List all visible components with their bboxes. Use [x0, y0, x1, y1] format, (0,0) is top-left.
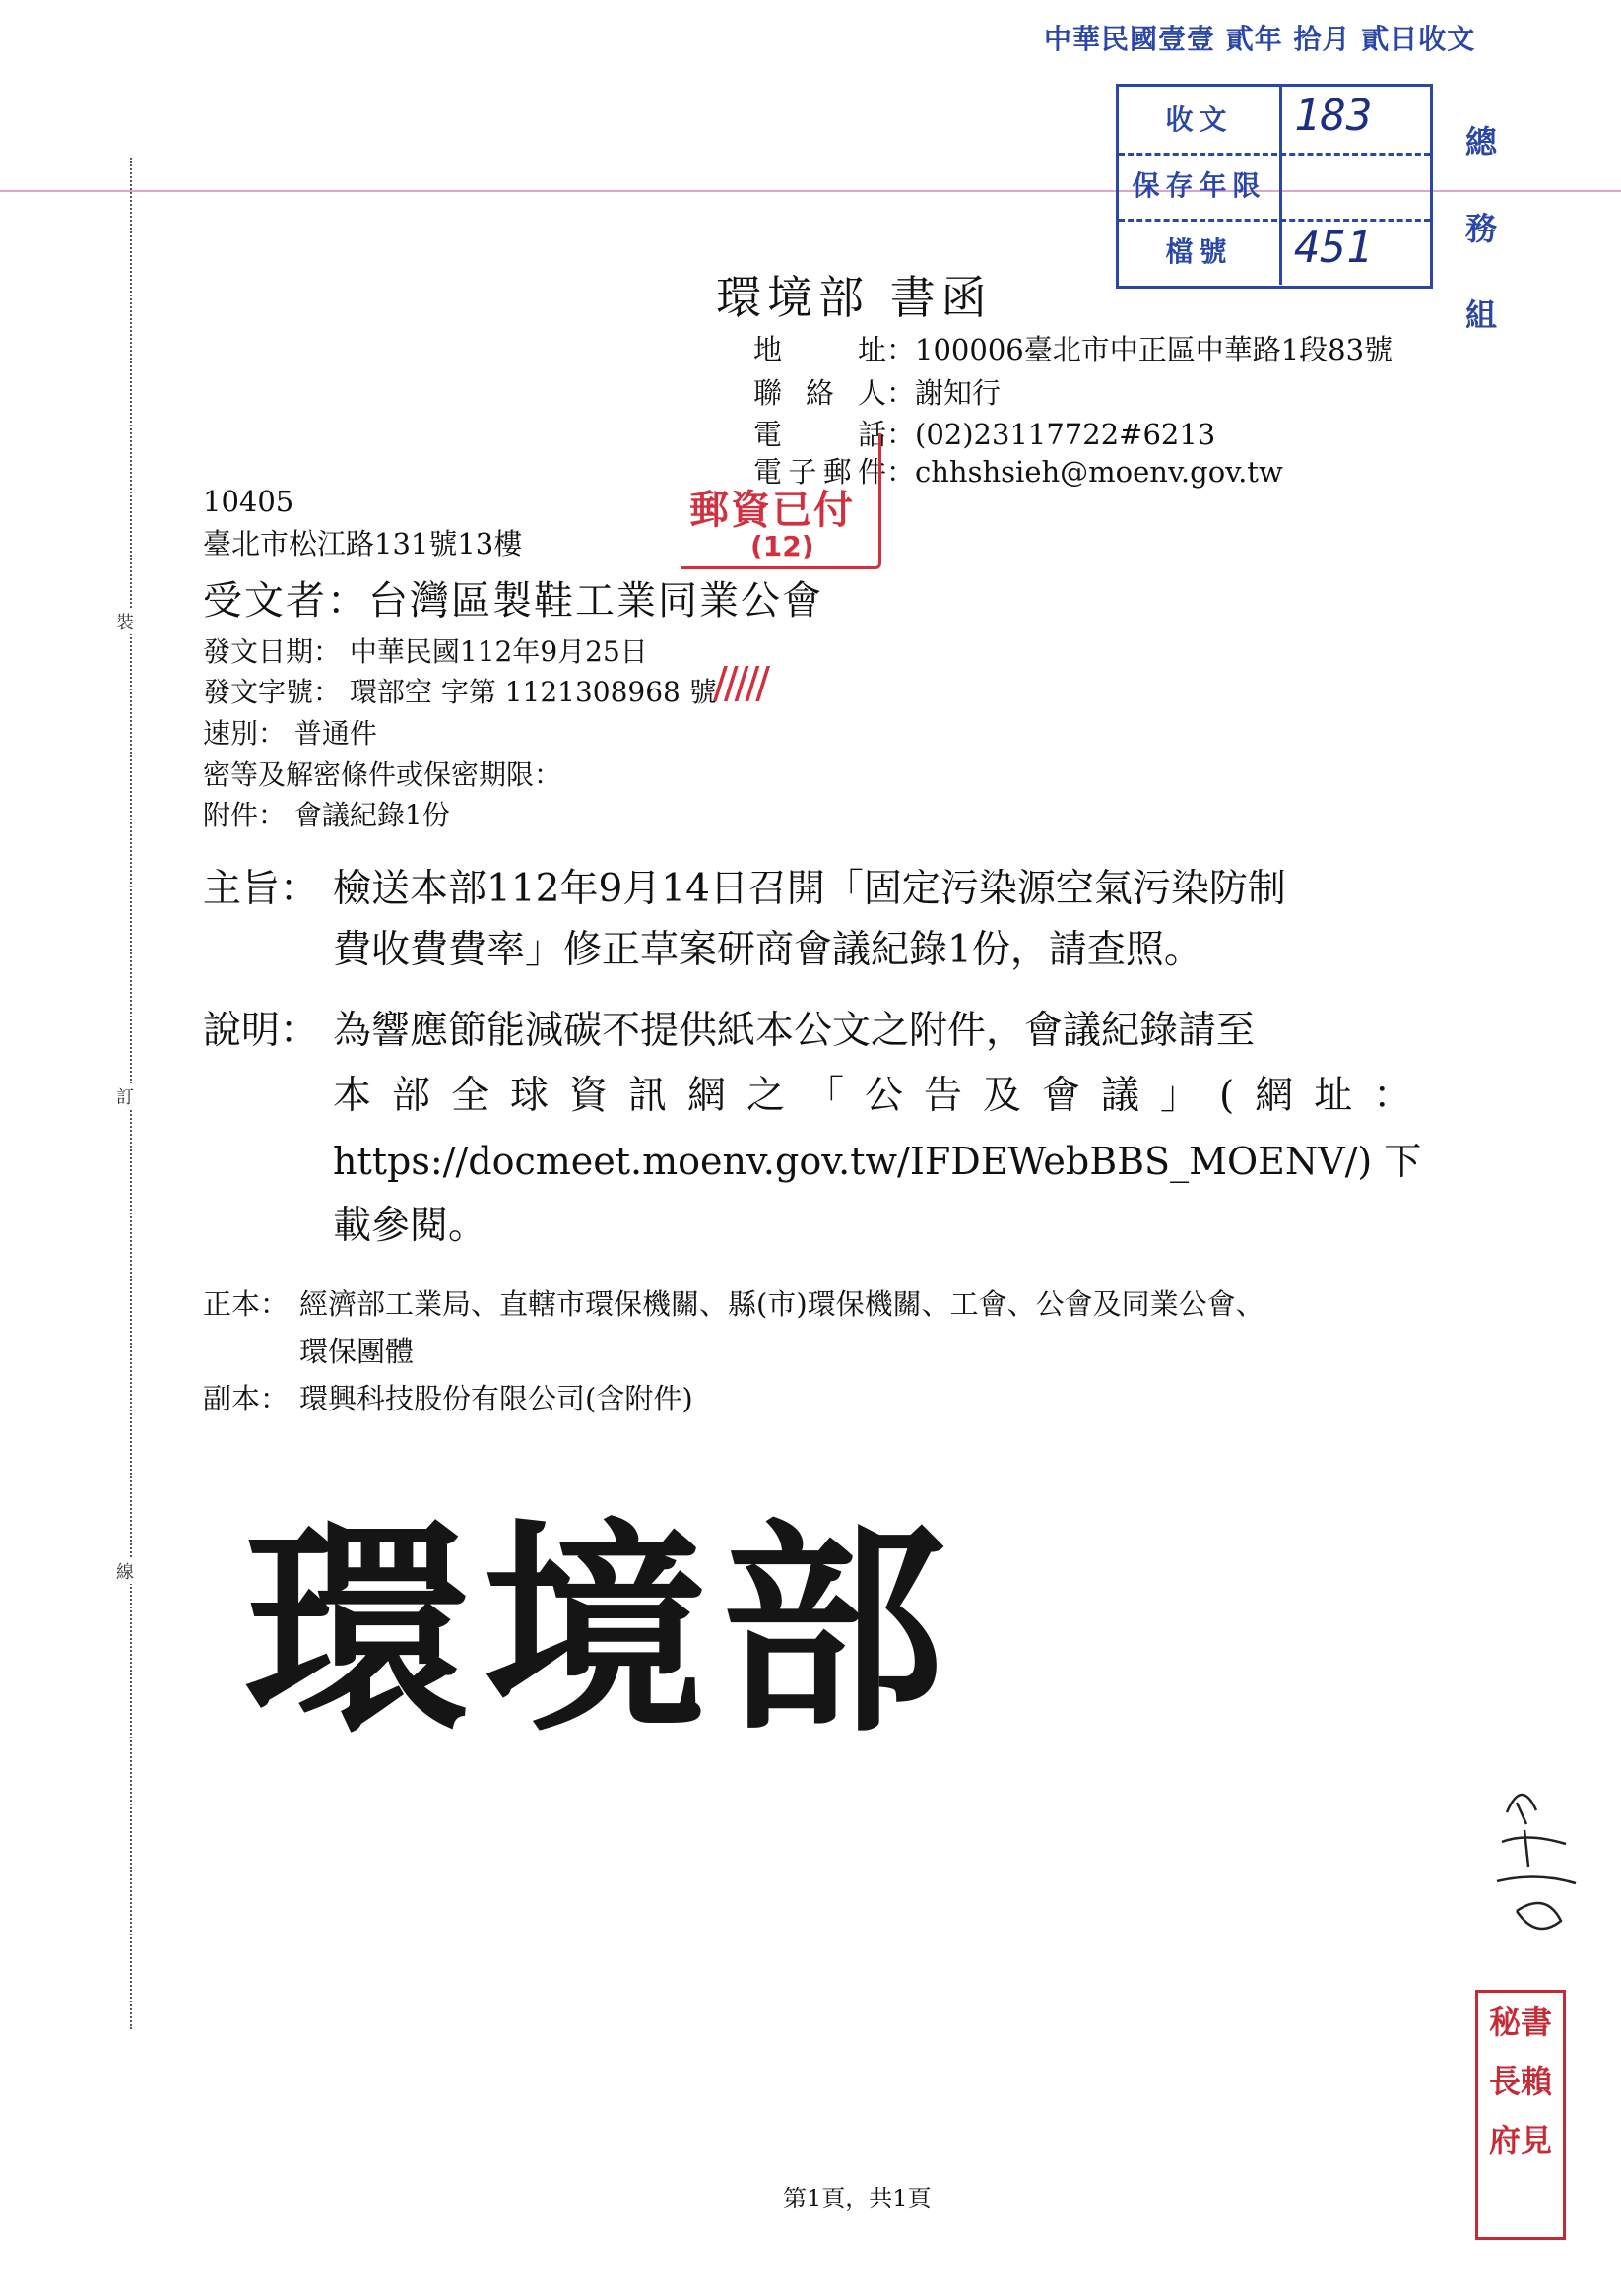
- main-copy-line: 環保團體: [299, 1335, 415, 1368]
- contact-email: 電子郵件：chhshsieh@moenv.gov.tw: [753, 450, 1283, 491]
- ministry-seal: [244, 1497, 959, 1763]
- urgency: [203, 712, 377, 752]
- issue-date: [203, 630, 648, 670]
- contact-address: 地址：100006臺北市中正區中華路1段83號: [753, 328, 1393, 368]
- meta-label: 密等及解密條件或保密期限：: [203, 758, 562, 791]
- contact-label: 聯絡人: [753, 376, 886, 410]
- meta-value: 會議紀錄1份: [293, 799, 450, 831]
- street-address: 臺北市松江路131號13樓: [203, 527, 523, 560]
- binding-mark-ding: 訂: [116, 1083, 134, 1109]
- contact-value: 謝知行: [915, 376, 1002, 410]
- meta-label: 發文日期：: [203, 635, 342, 668]
- receipt-label: 保存年限: [1119, 153, 1282, 219]
- receipt-row: [1119, 87, 1430, 156]
- recipient-name: 台灣區製鞋工業同業公會: [368, 578, 823, 623]
- meta-label: 發文字號：: [203, 676, 342, 708]
- postcode: 10405: [203, 485, 294, 518]
- main-copy-line: 經濟部工業局、直轄市環保機關、縣(市)環保機關、工會、公會及同業公會、: [299, 1287, 1264, 1321]
- receipt-date: 中華民國壹壹 貳年 拾月 貳日收文: [1044, 23, 1476, 55]
- contact-person: 聯絡人：謝知行: [753, 371, 1001, 412]
- red-slash-marks: /////: [713, 658, 767, 708]
- attachment: [203, 794, 450, 833]
- receipt-value: 451: [1294, 223, 1373, 273]
- contact-label: 地址: [753, 333, 886, 366]
- cc-label: 副本：: [203, 1382, 290, 1415]
- binding-mark-zhuang: 裝: [116, 609, 134, 634]
- meta-value: 普通件: [293, 717, 377, 750]
- page-number: 第1頁，共1頁: [783, 2185, 932, 2212]
- main-copy-label: 正本：: [203, 1287, 290, 1321]
- issue-number: [203, 671, 717, 710]
- ministry-seal-text: 環境部: [244, 1498, 959, 1762]
- receipt-side-label: 總務組: [1464, 123, 1497, 334]
- receipt-label: 收文: [1119, 87, 1282, 153]
- document-title: 環境部 書函: [716, 271, 993, 324]
- handwritten-annotation: [1477, 1773, 1586, 1950]
- recipient-label: 受文者：: [203, 578, 368, 623]
- explanation-url-line: https://docmeet.moenv.gov.tw/IFDEWebBBS_MOENV/) 下: [333, 1140, 1422, 1183]
- receipt-row: [1119, 219, 1430, 285]
- subject-line: 檢送本部112年9月14日召開「固定污染源空氣污染防制: [333, 867, 1286, 911]
- contact-value: (02)23117722#6213: [915, 418, 1216, 451]
- contact-value: 100006臺北市中正區中華路1段83號: [915, 333, 1394, 366]
- contact-label: 電子郵件: [753, 455, 886, 489]
- meta-value: 環部空 字第 1121308968 號: [349, 676, 717, 708]
- receipt-value: 183: [1294, 91, 1373, 141]
- contact-value: chhshsieh@moenv.gov.tw: [915, 455, 1283, 489]
- postage-paid-stamp: [681, 433, 898, 571]
- contact-label: 電話: [753, 418, 886, 451]
- receipt-label: 檔號: [1119, 219, 1282, 285]
- meta-label: 附件：: [203, 799, 287, 831]
- binding-mark-xian: 線: [116, 1558, 134, 1584]
- cc-value: 環興科技股份有限公司(含附件): [299, 1382, 693, 1415]
- explanation-label: 說明：: [203, 1009, 319, 1053]
- receipt-stamp-table: [1116, 84, 1433, 289]
- meta-label: 速別：: [203, 717, 287, 750]
- subject-line: 費收費費率」修正草案研商會議紀錄1份，請查照。: [333, 928, 1202, 972]
- meta-value: 中華民國112年9月25日: [349, 635, 648, 668]
- receipt-row: [1119, 153, 1430, 222]
- contact-phone: 電話：(02)23117722#6213: [753, 413, 1215, 453]
- approval-seal: 秘書長賴府見: [1475, 1990, 1566, 2240]
- subject-label: 主旨：: [203, 867, 319, 911]
- explanation-line: 本部全球資訊網之「公告及會議」(網址：: [333, 1074, 1433, 1118]
- recipient: [203, 569, 823, 625]
- postage-stamp-number: (12): [750, 530, 814, 562]
- explanation-line: 為響應節能減碳不提供紙本公文之附件，會議紀錄請至: [333, 1009, 1256, 1053]
- postage-stamp-text: 郵資已付: [689, 488, 855, 533]
- explanation-line: 載參閱。: [333, 1204, 487, 1248]
- confidentiality: [203, 754, 561, 793]
